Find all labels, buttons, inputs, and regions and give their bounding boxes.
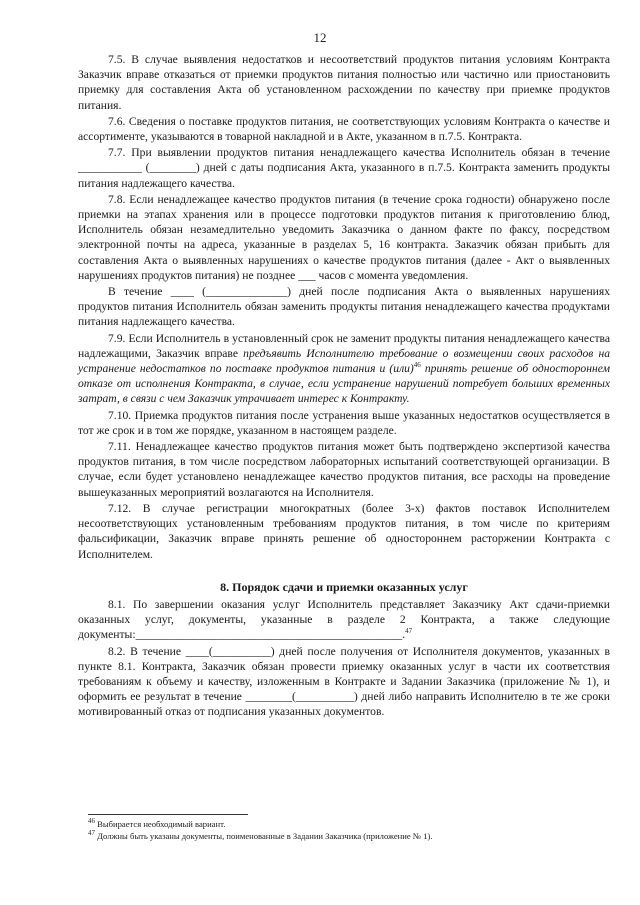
paragraph-7-10: 7.10. Приемка продуктов питания после устранения выше указанных недостатков осуществляется в тот же срок и в том же порядке, указанном в настоящем разделе. [78, 408, 610, 437]
paragraph-8-1-text: 8.1. По завершении оказания услуг Исполнитель представляет Заказчику Акт сдачи-приемки оказанных услуг, документы, указанные в разделе 2 Контракта, а также следующие документы:______________________________________________. [78, 597, 610, 642]
footnote-rule [88, 814, 248, 815]
footnote-46-text: Выбирается необходимый вариант. [95, 819, 226, 829]
document-body [78, 52, 610, 721]
paragraph-7-9-start: 7.9. Если Исполнитель в установленный срок не заменит продукты питания ненадлежащего качества надлежащими, Заказчик вправе [78, 331, 610, 360]
footnotes [88, 814, 608, 842]
paragraph-7-9-italic-a: предъявить Исполнителю требование о возмещении своих расходов на устранение недостатков по поставке продуктов питания и (или) [78, 346, 610, 376]
paragraph-7-6: 7.6. Сведения о поставке продуктов питания, не соответствующих условиям Контракта о качестве и ассортименте, указываются в товарной накладной и в Акте, указанном в п.7.5. Контракта. [78, 114, 610, 144]
footnote-47-text: Должны быть указаны документы, поименованные в Задании Заказчика (приложение № 1). [95, 831, 433, 841]
paragraph-8-1 [78, 597, 610, 643]
paragraph-7-11: 7.11. Ненадлежащее качество продуктов питания может быть подтверждено экспертизой качества продуктов питания, в том числе посредством лабораторных испытаний соответствующей организации. В случае, если будет установлено ненадлежащее качество продуктов питания, все расходы на проведение вышеуказанных мероприятий возлагаются на Исполнителя. [78, 440, 610, 499]
paragraph-7-8-cont: В течение ____ (______________) дней после подписания Акта о выявленных нарушениях продуктов питания Исполнитель обязан заменить продукты питания ненадлежащего качества продуктами питания надлежащего качества. [78, 285, 610, 329]
footnote-46 [88, 818, 608, 830]
page-number: 12 [313, 30, 327, 45]
paragraph-7-9-italic-b: принять решение об одностороннем отказе от исполнения Контракта, в случае, если устранение нарушений потребует больших временных затрат, в связи с чем Заказчик утрачивает интерес к Контракту. [78, 362, 610, 406]
paragraph-7-9 [78, 331, 610, 407]
footnote-ref-47[interactable]: 47 [405, 627, 413, 636]
footnote-46-number: 46 [88, 817, 95, 826]
paragraph-8-2: 8.2. В течение ____(__________) дней после получения от Исполнителя документов, указанных в пункте 8.1. Контракта, Заказчик обязан провести приемку оказанных услуг в части их соответствия требованиям к объему и качеству, изложенным в Контракте и Задании Заказчика (приложение № 1), и оформить ее результат в течение ________(__________) дней либо направить Исполнителю в те же сроки мотивированный отказ от подписания указанных документов. [78, 644, 610, 719]
paragraph-7-8: 7.8. Если ненадлежащее качество продуктов питания (в течение срока годности) обнаружено после приемки на этапах хранения или в процессе подготовки продуктов питания к приготовлению блюд, Исполнитель обязан незамедлительно уведомить Заказчика о данном факте по факсу, посредством электронной почты на адреса, указанные в разделах 5, 16 контракта. Заказчик обязан прибыть для составления Акта о выявленных нарушениях о качестве продуктов питания (далее - Акт о выявленных нарушениях продуктов питания) не позднее ___ часов с момента уведомления. [78, 192, 610, 282]
footnote-47-number: 47 [88, 829, 95, 838]
paragraph-7-7: 7.7. При выявлении продуктов питания ненадлежащего качества Исполнитель обязан в течение ___________ (________) дней с даты подписания Акта, указанного в п.7.5. Контракта заменить продукты питания надлежащего качества. [78, 146, 610, 190]
section-8-heading: 8. Порядок сдачи и приемки оказанных услуг [220, 579, 468, 594]
footnote-ref-46[interactable]: 46 [413, 361, 421, 370]
paragraph-7-12: 7.12. В случае регистрации многократных (более 3-х) фактов поставок Исполнителем несоответствующих установленным требованиям продуктов питания, в том числе по критериям фальсификации, Заказчик вправе принять решение об одностороннем расторжении Контракта с Исполнителем. [78, 501, 610, 561]
footnote-47 [88, 830, 608, 842]
paragraph-7-5: 7.5. В случае выявления недостатков и несоответствий продуктов питания условиям Контракта Заказчик вправе отказаться от приемки продуктов питания полностью или частично или приостановить приемку для составления Акта об установленном расхождении по качеству при приемке продуктов питания. [78, 53, 610, 112]
